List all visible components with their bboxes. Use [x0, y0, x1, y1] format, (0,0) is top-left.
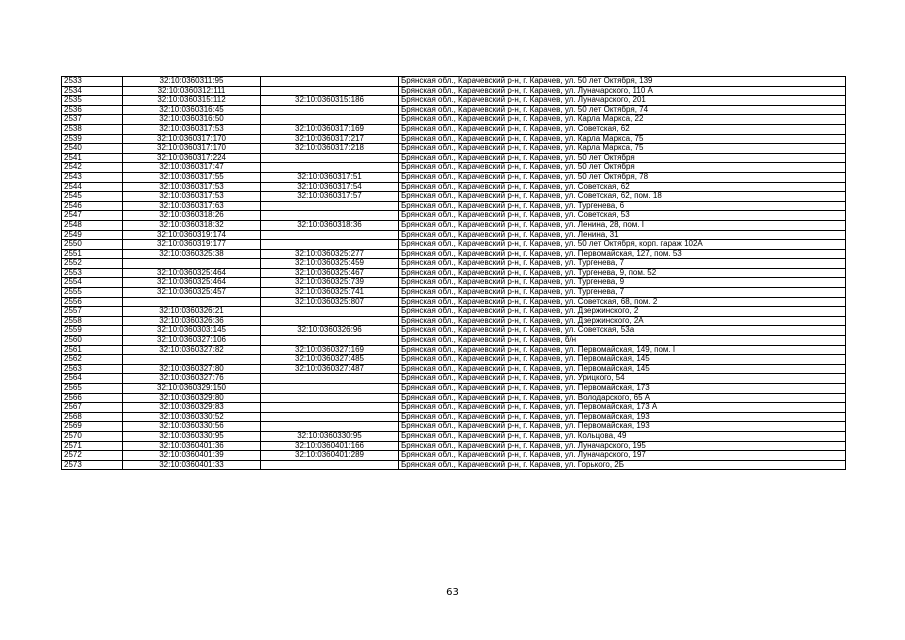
related-cadastral-number-cell: 32:10:0360325:739 — [261, 278, 399, 288]
cadastral-number-cell: 32:10:0360325:464 — [123, 268, 261, 278]
row-number-cell: 2556 — [62, 297, 123, 307]
cadastral-number-cell: 32:10:0360317:47 — [123, 163, 261, 173]
cadastral-number-cell: 32:10:0360311:95 — [123, 77, 261, 87]
table-row — [62, 249, 846, 259]
address-cell: Брянская обл., Карачевский р-н, г. Карачев, ул. 50 лет Октября, корп. гараж 102А — [399, 240, 846, 250]
table-row — [62, 307, 846, 317]
related-cadastral-number-cell: 32:10:0360325:277 — [261, 249, 399, 259]
row-number-cell: 2553 — [62, 268, 123, 278]
row-number-cell: 2567 — [62, 403, 123, 413]
cadastral-number-cell: 32:10:0360319:174 — [123, 230, 261, 240]
table-row — [62, 192, 846, 202]
address-cell: Брянская обл., Карачевский р-н, г. Карачев, ул. Луначарского, 201 — [399, 96, 846, 106]
cadastral-number-cell: 32:10:0360330:56 — [123, 422, 261, 432]
row-number-cell: 2562 — [62, 355, 123, 365]
table-row — [62, 297, 846, 307]
table-row — [62, 182, 846, 192]
row-number-cell: 2546 — [62, 201, 123, 211]
related-cadastral-number-cell: 32:10:0360318:36 — [261, 220, 399, 230]
address-cell: Брянская обл., Карачевский р-н, г. Карачев, ул. Первомайская, 193 — [399, 422, 846, 432]
cadastral-number-cell: 32:10:0360318:26 — [123, 211, 261, 221]
table-row — [62, 259, 846, 269]
related-cadastral-number-cell — [261, 163, 399, 173]
table-row — [62, 134, 846, 144]
address-cell: Брянская обл., Карачевский р-н, г. Карачев, ул. Советская, 62 — [399, 182, 846, 192]
cadastral-number-cell: 32:10:0360303:145 — [123, 326, 261, 336]
address-cell: Брянская обл., Карачевский р-н, г. Карачев, ул. Советская, 62, пом. 18 — [399, 192, 846, 202]
address-cell: Брянская обл., Карачевский р-н, г. Карачев, ул. Луначарского, 110 А — [399, 86, 846, 96]
cadastral-number-cell: 32:10:0360325:464 — [123, 278, 261, 288]
cadastral-number-cell: 32:10:0360330:52 — [123, 412, 261, 422]
address-cell: Брянская обл., Карачевский р-н, г. Карачев, ул. Советская, 53 — [399, 211, 846, 221]
table-row — [62, 77, 846, 87]
address-cell: Брянская обл., Карачевский р-н, г. Карачев, ул. 50 лет Октября — [399, 163, 846, 173]
cadastral-number-cell — [123, 259, 261, 269]
related-cadastral-number-cell: 32:10:0360327:487 — [261, 364, 399, 374]
row-number-cell: 2568 — [62, 412, 123, 422]
related-cadastral-number-cell — [261, 384, 399, 394]
address-cell: Брянская обл., Карачевский р-н, г. Карачев, ул. 50 лет Октября, 78 — [399, 172, 846, 182]
cadastral-number-cell: 32:10:0360317:53 — [123, 182, 261, 192]
cadastral-number-cell: 32:10:0360316:50 — [123, 115, 261, 125]
row-number-cell: 2533 — [62, 77, 123, 87]
related-cadastral-number-cell — [261, 374, 399, 384]
cadastral-number-cell: 32:10:0360326:21 — [123, 307, 261, 317]
table-row — [62, 163, 846, 173]
address-cell: Брянская обл., Карачевский р-н, г. Карачев, ул. Дзержинского, 2 — [399, 307, 846, 317]
address-cell: Брянская обл., Карачевский р-н, г. Карачев, ул. Советская, 62 — [399, 124, 846, 134]
related-cadastral-number-cell — [261, 393, 399, 403]
page-number: 63 — [446, 587, 459, 598]
address-cell: Брянская обл., Карачевский р-н, г. Карачев, ул. Ленина, 28, пом. I — [399, 220, 846, 230]
related-cadastral-number-cell: 32:10:0360317:57 — [261, 192, 399, 202]
row-number-cell: 2537 — [62, 115, 123, 125]
address-cell: Брянская обл., Карачевский р-н, г. Карачев, ул. Первомайская, 173 А — [399, 403, 846, 413]
related-cadastral-number-cell: 32:10:0360325:459 — [261, 259, 399, 269]
address-cell: Брянская обл., Карачевский р-н, г. Карачев, ул. 50 лет Октября — [399, 153, 846, 163]
table-row — [62, 288, 846, 298]
row-number-cell: 2545 — [62, 192, 123, 202]
address-cell: Брянская обл., Карачевский р-н, г. Карачев, ул. Ленина, 31 — [399, 230, 846, 240]
address-cell: Брянская обл., Карачевский р-н, г. Карачев, ул. Первомайская, 149, пом. I — [399, 345, 846, 355]
table-row — [62, 345, 846, 355]
table-row — [62, 441, 846, 451]
address-cell: Брянская обл., Карачевский р-н, г. Карачев, ул. Карла Маркса, 75 — [399, 144, 846, 154]
table-row — [62, 412, 846, 422]
address-cell: Брянская обл., Карачевский р-н, г. Карачев, ул. Тургенева, 6 — [399, 201, 846, 211]
cadastral-number-cell: 32:10:0360317:55 — [123, 172, 261, 182]
row-number-cell: 2559 — [62, 326, 123, 336]
row-number-cell: 2569 — [62, 422, 123, 432]
row-number-cell: 2564 — [62, 374, 123, 384]
address-cell: Брянская обл., Карачевский р-н, г. Карачев, ул. Володарского, 65 А — [399, 393, 846, 403]
address-cell: Брянская обл., Карачевский р-н, г. Карачев, ул. Урицкого, 54 — [399, 374, 846, 384]
related-cadastral-number-cell — [261, 115, 399, 125]
row-number-cell: 2558 — [62, 316, 123, 326]
table-row — [62, 268, 846, 278]
table-row — [62, 153, 846, 163]
table-row — [62, 96, 846, 106]
row-number-cell: 2557 — [62, 307, 123, 317]
related-cadastral-number-cell: 32:10:0360317:217 — [261, 134, 399, 144]
cadastral-number-cell: 32:10:0360401:33 — [123, 460, 261, 470]
cadastral-number-cell: 32:10:0360329:80 — [123, 393, 261, 403]
address-cell: Брянская обл., Карачевский р-н, г. Карачев, ул. Советская, 53а — [399, 326, 846, 336]
table-row — [62, 144, 846, 154]
related-cadastral-number-cell: 32:10:0360317:54 — [261, 182, 399, 192]
related-cadastral-number-cell — [261, 86, 399, 96]
table-row — [62, 336, 846, 346]
cadastral-number-cell: 32:10:0360317:224 — [123, 153, 261, 163]
table-row — [62, 393, 846, 403]
row-number-cell: 2566 — [62, 393, 123, 403]
address-cell: Брянская обл., Карачевский р-н, г. Карачев, ул. Луначарского, 197 — [399, 451, 846, 461]
registry-table-body — [62, 77, 846, 470]
cadastral-number-cell — [123, 355, 261, 365]
related-cadastral-number-cell: 32:10:0360326:96 — [261, 326, 399, 336]
related-cadastral-number-cell: 32:10:0360317:218 — [261, 144, 399, 154]
table-row — [62, 364, 846, 374]
cadastral-number-cell: 32:10:0360317:53 — [123, 192, 261, 202]
cadastral-number-cell: 32:10:0360329:150 — [123, 384, 261, 394]
address-cell: Брянская обл., Карачевский р-н, г. Карачев, ул. Тургенева, 9 — [399, 278, 846, 288]
address-cell: Брянская обл., Карачевский р-н, г. Карачев, ул. Тургенева, 7 — [399, 259, 846, 269]
row-number-cell: 2542 — [62, 163, 123, 173]
registry-table — [61, 76, 846, 470]
table-row — [62, 316, 846, 326]
row-number-cell: 2534 — [62, 86, 123, 96]
related-cadastral-number-cell — [261, 105, 399, 115]
related-cadastral-number-cell — [261, 307, 399, 317]
related-cadastral-number-cell: 32:10:0360317:51 — [261, 172, 399, 182]
address-cell: Брянская обл., Карачевский р-н, г. Карачев, ул. Луначарского, 195 — [399, 441, 846, 451]
table-row — [62, 115, 846, 125]
row-number-cell: 2544 — [62, 182, 123, 192]
related-cadastral-number-cell — [261, 77, 399, 87]
row-number-cell: 2539 — [62, 134, 123, 144]
table-row — [62, 105, 846, 115]
related-cadastral-number-cell — [261, 201, 399, 211]
cadastral-number-cell: 32:10:0360401:36 — [123, 441, 261, 451]
row-number-cell: 2549 — [62, 230, 123, 240]
row-number-cell: 2540 — [62, 144, 123, 154]
address-cell: Брянская обл., Карачевский р-н, г. Карачев, ул. Первомайская, 145 — [399, 364, 846, 374]
related-cadastral-number-cell — [261, 460, 399, 470]
related-cadastral-number-cell: 32:10:0360327:485 — [261, 355, 399, 365]
row-number-cell: 2552 — [62, 259, 123, 269]
address-cell: Брянская обл., Карачевский р-н, г. Карачев, ул. Карла Маркса, 75 — [399, 134, 846, 144]
cadastral-number-cell: 32:10:0360325:457 — [123, 288, 261, 298]
address-cell: Брянская обл., Карачевский р-н, г. Карачев, ул. 50 лет Октября, 74 — [399, 105, 846, 115]
table-row — [62, 86, 846, 96]
table-row — [62, 355, 846, 365]
address-cell: Брянская обл., Карачевский р-н, г. Карачев, ул. Горького, 2Б — [399, 460, 846, 470]
related-cadastral-number-cell — [261, 211, 399, 221]
related-cadastral-number-cell — [261, 403, 399, 413]
cadastral-number-cell: 32:10:0360327:82 — [123, 345, 261, 355]
address-cell: Брянская обл., Карачевский р-н, г. Карачев, ул. Первомайская, 193 — [399, 412, 846, 422]
address-cell: Брянская обл., Карачевский р-н, г. Карачев, ул. Тургенева, 9, пом. 52 — [399, 268, 846, 278]
related-cadastral-number-cell: 32:10:0360327:169 — [261, 345, 399, 355]
cadastral-number-cell: 32:10:0360312:111 — [123, 86, 261, 96]
row-number-cell: 2547 — [62, 211, 123, 221]
related-cadastral-number-cell: 32:10:0360330:95 — [261, 431, 399, 441]
row-number-cell: 2560 — [62, 336, 123, 346]
related-cadastral-number-cell: 32:10:0360317:169 — [261, 124, 399, 134]
address-cell: Брянская обл., Карачевский р-н, г. Карачев, ул. Первомайская, 173 — [399, 384, 846, 394]
cadastral-number-cell: 32:10:0360326:36 — [123, 316, 261, 326]
address-cell: Брянская обл., Карачевский р-н, г. Карачев, ул. Кольцова, 49 — [399, 431, 846, 441]
address-cell: Брянская обл., Карачевский р-н, г. Карачев, ул. Первомайская, 145 — [399, 355, 846, 365]
row-number-cell: 2555 — [62, 288, 123, 298]
table-row — [62, 230, 846, 240]
related-cadastral-number-cell — [261, 230, 399, 240]
address-cell: Брянская обл., Карачевский р-н, г. Карачев, б/н — [399, 336, 846, 346]
table-row — [62, 220, 846, 230]
cadastral-number-cell: 32:10:0360315:112 — [123, 96, 261, 106]
table-row — [62, 278, 846, 288]
cadastral-number-cell: 32:10:0360327:80 — [123, 364, 261, 374]
row-number-cell: 2570 — [62, 431, 123, 441]
cadastral-number-cell: 32:10:0360319:177 — [123, 240, 261, 250]
cadastral-number-cell: 32:10:0360327:106 — [123, 336, 261, 346]
address-cell: Брянская обл., Карачевский р-н, г. Карачев, ул. Тургенева, 7 — [399, 288, 846, 298]
related-cadastral-number-cell: 32:10:0360401:166 — [261, 441, 399, 451]
related-cadastral-number-cell — [261, 316, 399, 326]
row-number-cell: 2535 — [62, 96, 123, 106]
cadastral-number-cell: 32:10:0360330:95 — [123, 431, 261, 441]
related-cadastral-number-cell — [261, 336, 399, 346]
related-cadastral-number-cell: 32:10:0360325:741 — [261, 288, 399, 298]
address-cell: Брянская обл., Карачевский р-н, г. Карачев, ул. 50 лет Октября, 139 — [399, 77, 846, 87]
address-cell: Брянская обл., Карачевский р-н, г. Карачев, ул. Карла Маркса, 22 — [399, 115, 846, 125]
table-row — [62, 422, 846, 432]
table-row — [62, 451, 846, 461]
row-number-cell: 2548 — [62, 220, 123, 230]
cadastral-number-cell: 32:10:0360325:38 — [123, 249, 261, 259]
cadastral-number-cell: 32:10:0360329:83 — [123, 403, 261, 413]
address-cell: Брянская обл., Карачевский р-н, г. Карачев, ул. Первомайская, 127, пом. 53 — [399, 249, 846, 259]
row-number-cell: 2554 — [62, 278, 123, 288]
table-row — [62, 374, 846, 384]
related-cadastral-number-cell: 32:10:0360315:186 — [261, 96, 399, 106]
row-number-cell: 2536 — [62, 105, 123, 115]
row-number-cell: 2572 — [62, 451, 123, 461]
table-row — [62, 211, 846, 221]
row-number-cell: 2565 — [62, 384, 123, 394]
cadastral-number-cell: 32:10:0360318:32 — [123, 220, 261, 230]
row-number-cell: 2541 — [62, 153, 123, 163]
row-number-cell: 2573 — [62, 460, 123, 470]
table-row — [62, 201, 846, 211]
address-cell: Брянская обл., Карачевский р-н, г. Карачев, ул. Советская, 68, пом. 2 — [399, 297, 846, 307]
table-row — [62, 240, 846, 250]
row-number-cell: 2571 — [62, 441, 123, 451]
related-cadastral-number-cell: 32:10:0360325:467 — [261, 268, 399, 278]
related-cadastral-number-cell — [261, 422, 399, 432]
related-cadastral-number-cell: 32:10:0360325:807 — [261, 297, 399, 307]
row-number-cell: 2551 — [62, 249, 123, 259]
cadastral-number-cell: 32:10:0360327:76 — [123, 374, 261, 384]
address-cell: Брянская обл., Карачевский р-н, г. Карачев, ул. Дзержинского, 2А — [399, 316, 846, 326]
table-row — [62, 124, 846, 134]
row-number-cell: 2538 — [62, 124, 123, 134]
related-cadastral-number-cell — [261, 153, 399, 163]
cadastral-number-cell — [123, 297, 261, 307]
row-number-cell: 2550 — [62, 240, 123, 250]
related-cadastral-number-cell — [261, 412, 399, 422]
row-number-cell: 2561 — [62, 345, 123, 355]
table-row — [62, 172, 846, 182]
row-number-cell: 2543 — [62, 172, 123, 182]
cadastral-number-cell: 32:10:0360317:170 — [123, 134, 261, 144]
cadastral-number-cell: 32:10:0360317:53 — [123, 124, 261, 134]
row-number-cell: 2563 — [62, 364, 123, 374]
related-cadastral-number-cell: 32:10:0360401:289 — [261, 451, 399, 461]
table-row — [62, 431, 846, 441]
table-row — [62, 326, 846, 336]
related-cadastral-number-cell — [261, 240, 399, 250]
cadastral-number-cell: 32:10:0360317:170 — [123, 144, 261, 154]
cadastral-number-cell: 32:10:0360317:63 — [123, 201, 261, 211]
cadastral-number-cell: 32:10:0360316:45 — [123, 105, 261, 115]
table-row — [62, 403, 846, 413]
table-row — [62, 384, 846, 394]
table-row — [62, 460, 846, 470]
cadastral-number-cell: 32:10:0360401:39 — [123, 451, 261, 461]
